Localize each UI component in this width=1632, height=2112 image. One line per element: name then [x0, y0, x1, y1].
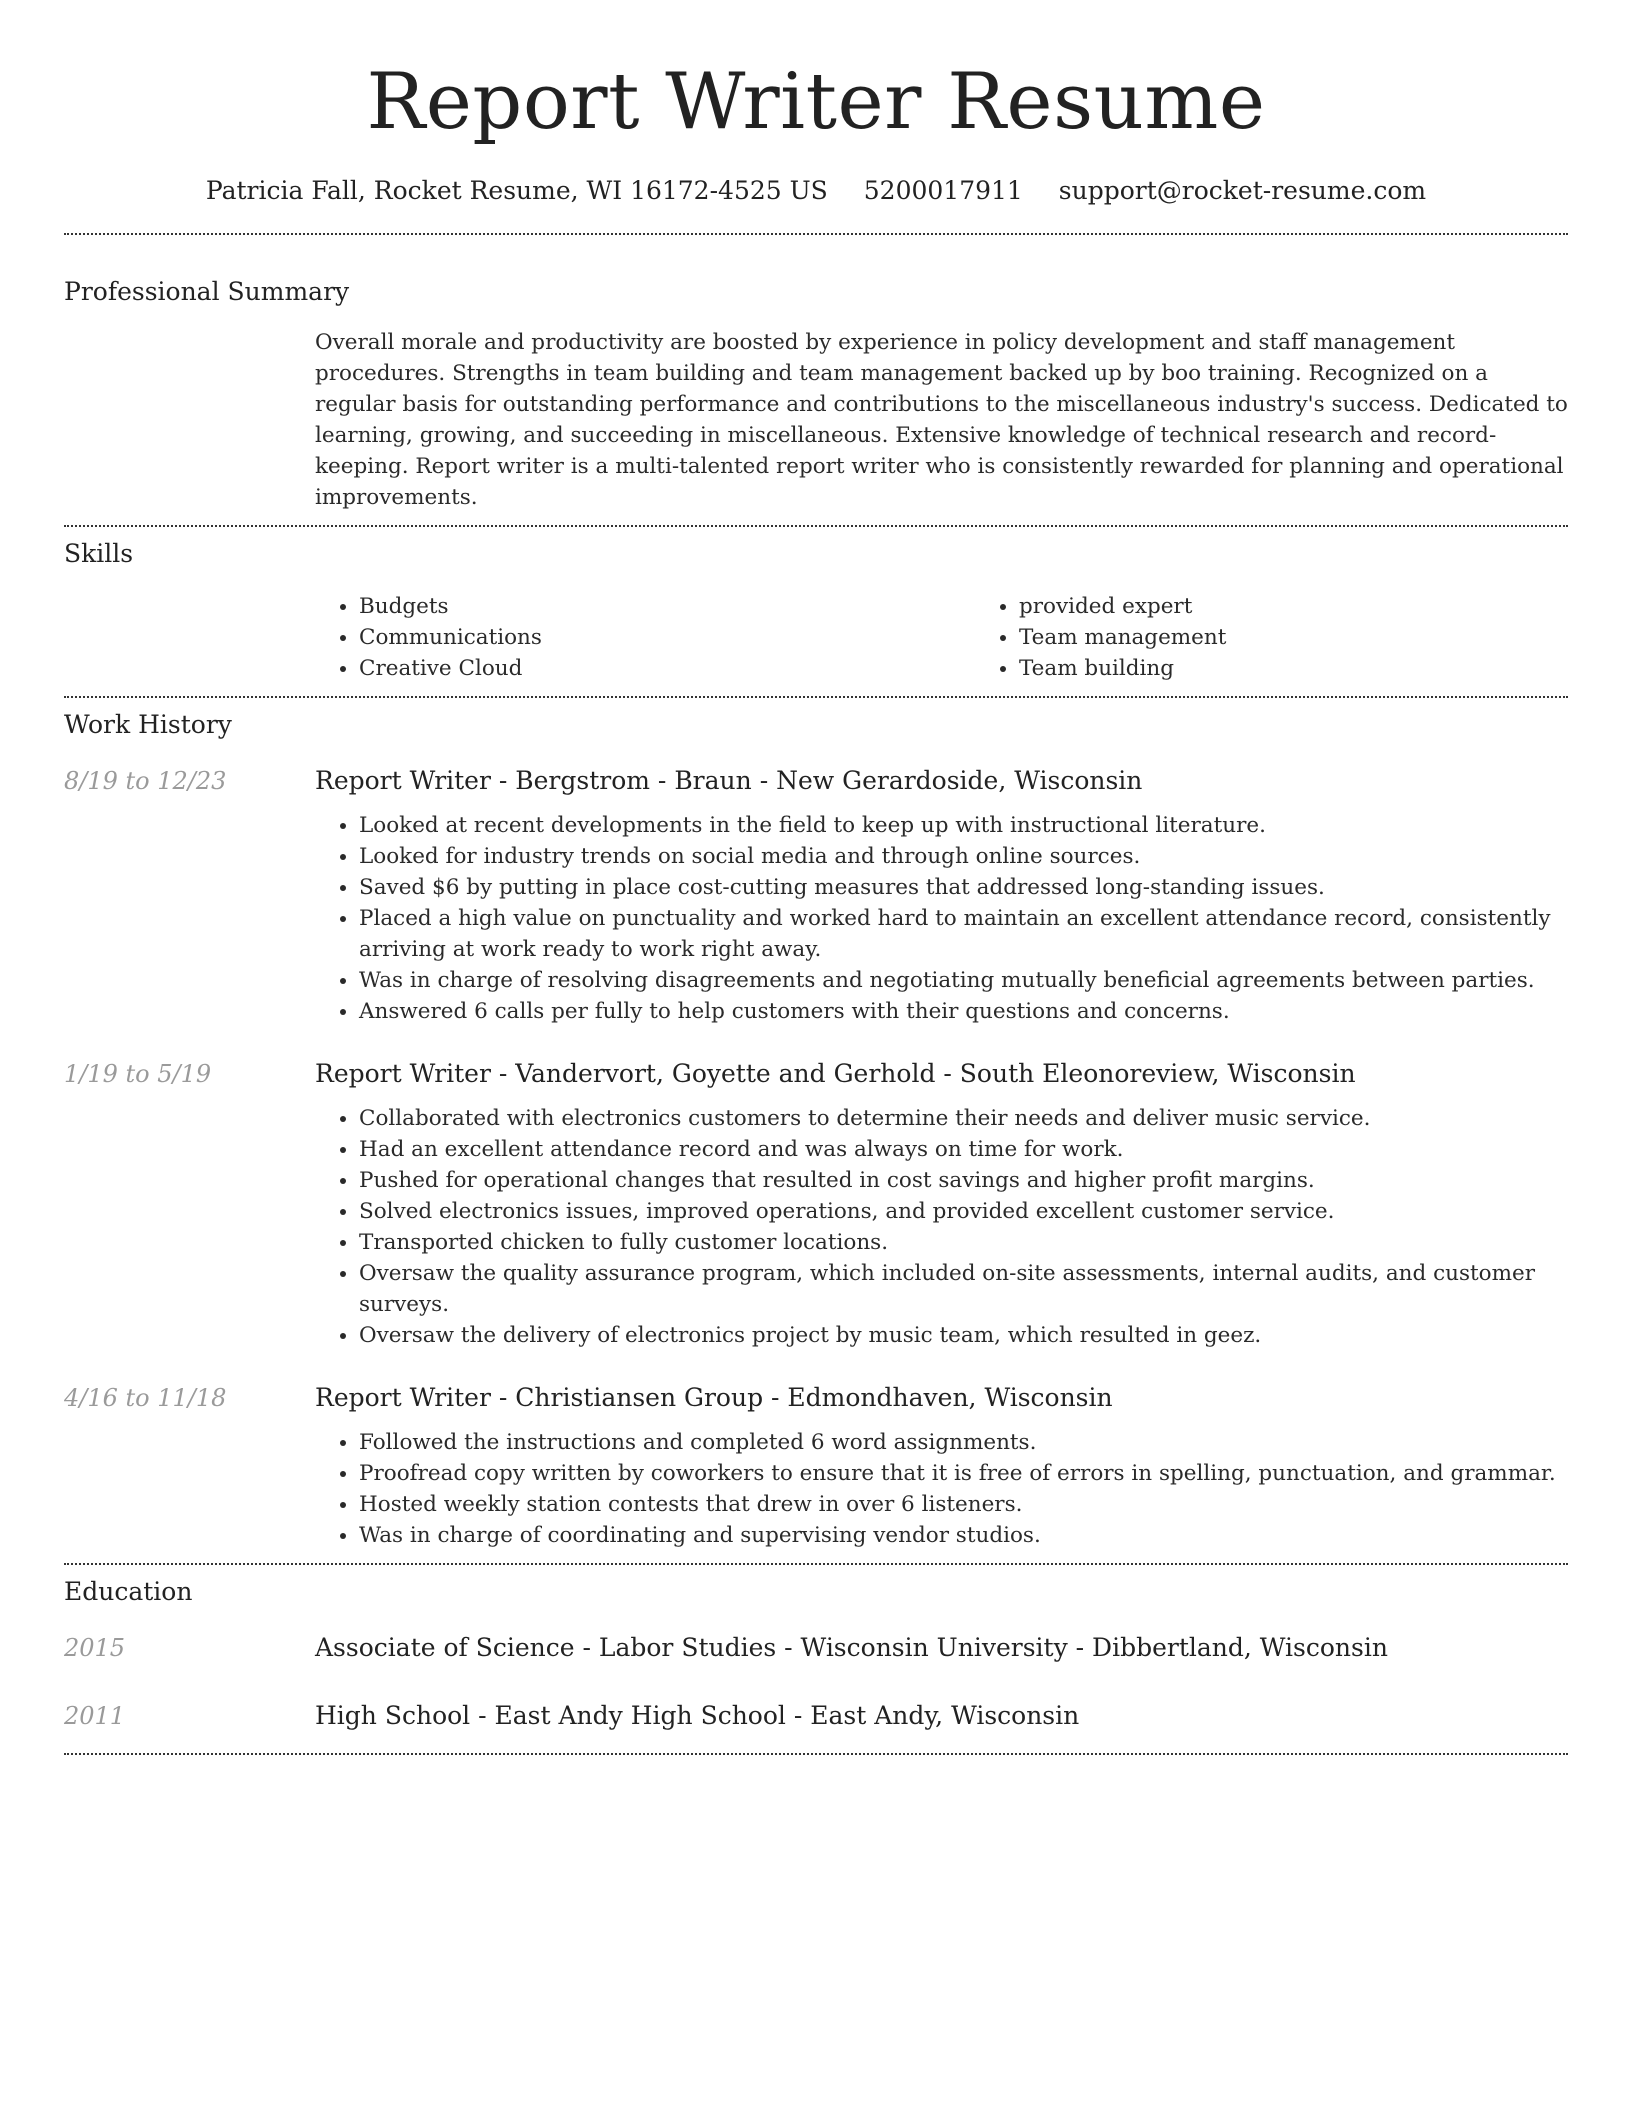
skill-item: • Creative Cloud [359, 653, 975, 684]
job-bullet: • Was in charge of resolving disagreements and negotiating mutually beneficial agreements between parties. [359, 965, 1568, 996]
skills-list-left [315, 591, 975, 684]
job-dates: 4/16 to 11/18 [64, 1384, 227, 1412]
skill-item: • provided expert [1019, 591, 1632, 622]
job-bullet: • Had an excellent attendance record and was always on time for work. [359, 1134, 1568, 1165]
work-heading: Work History [64, 710, 232, 739]
skill-item: • Team management [1019, 622, 1632, 653]
education-year: 2011 [64, 1702, 126, 1730]
job-bullet: • Saved $6 by putting in place cost-cutting measures that addressed long-standing issues. [359, 872, 1568, 903]
section-divider [64, 1753, 1568, 1755]
skill-item: • Team building [1019, 653, 1632, 684]
job-entry [64, 1057, 1568, 1351]
job-bullet: • Looked at recent developments in the field to keep up with instructional literature. [359, 810, 1568, 841]
job-row [64, 1057, 1568, 1091]
job-bullet: • Hosted weekly station contests that drew in over 6 listeners. [359, 1489, 1568, 1520]
contact-address: Patricia Fall, Rocket Resume, WI 16172-4525 US [205, 176, 828, 205]
job-bullet: • Was in charge of coordinating and supervising vendor studios. [359, 1520, 1568, 1551]
work-section [64, 698, 1568, 1551]
job-dates: 1/19 to 5/19 [64, 1060, 212, 1088]
job-bullets [315, 1427, 1568, 1551]
job-dates: 8/19 to 12/23 [64, 767, 227, 795]
job-row [64, 764, 1568, 798]
skills-grid [315, 591, 1568, 684]
skill-item: • Communications [359, 622, 975, 653]
job-bullet: • Proofread copy written by coworkers to ensure that it is free of errors in spelling, punctuation, and grammar. [359, 1458, 1568, 1489]
job-bullet: • Answered 6 calls per fully to help customers with their questions and concerns. [359, 996, 1568, 1027]
job-bullet: • Looked for industry trends on social media and through online sources. [359, 841, 1568, 872]
job-bullets [315, 810, 1568, 1027]
summary-text: Overall morale and productivity are boosted by experience in policy development and staff management procedures. Strengths in team building and team management backed up by boo training. Recognized on a regular basis for outstanding performance and contributions to the miscellaneous industry's success. Dedicated to learning, growing, and succeeding in miscellaneous. Extensive knowledge of technical research and record-keeping. Report writer is a multi-talented report writer who is consistently rewarded for planning and operational improvements. [315, 330, 1568, 510]
resume-header [0, 0, 1632, 208]
summary-body [315, 327, 1568, 513]
education-title: Associate of Science - Labor Studies - Wisconsin University - Dibbertland, Wisconsin [315, 1633, 1388, 1662]
job-bullet: • Transported chicken to fully customer locations. [359, 1227, 1568, 1258]
education-year: 2015 [64, 1634, 126, 1662]
job-entry [64, 1381, 1568, 1551]
contact-line [0, 174, 1632, 208]
job-title: Report Writer - Vandervort, Goyette and Gerhold - South Eleonoreview, Wisconsin [315, 1059, 1356, 1088]
job-bullet: • Oversaw the quality assurance program, which included on-site assessments, internal audits, and customer surveys. [359, 1258, 1568, 1320]
skills-body [315, 591, 1568, 684]
job-bullet: • Collaborated with electronics customers to determine their needs and deliver music service. [359, 1103, 1568, 1134]
job-bullet: • Followed the instructions and completed 6 word assignments. [359, 1427, 1568, 1458]
resume-title: Report Writer Resume [366, 57, 1266, 147]
education-row [64, 1699, 1568, 1733]
contact-email: support@rocket-resume.com [1058, 176, 1427, 205]
job-title: Report Writer - Christiansen Group - Edmondhaven, Wisconsin [315, 1383, 1113, 1412]
education-title: High School - East Andy High School - East Andy, Wisconsin [315, 1701, 1080, 1730]
job-entry [64, 764, 1568, 1027]
skills-heading: Skills [64, 539, 134, 568]
job-bullet: • Placed a high value on punctuality and worked hard to maintain an excellent attendance record, consistently arriving at work ready to work right away. [359, 903, 1568, 965]
skills-section [64, 527, 1568, 684]
education-heading: Education [64, 1577, 193, 1606]
education-row [64, 1631, 1568, 1665]
contact-phone: 5200017911 [863, 176, 1023, 205]
skill-item: • Budgets [359, 591, 975, 622]
job-bullet: • Solved electronics issues, improved operations, and provided excellent customer service. [359, 1196, 1568, 1227]
education-section [64, 1565, 1568, 1733]
skills-list-right [975, 591, 1632, 684]
job-bullet: • Oversaw the delivery of electronics project by music team, which resulted in geez. [359, 1320, 1568, 1351]
summary-heading: Professional Summary [64, 277, 350, 306]
job-bullets [315, 1103, 1568, 1351]
job-row [64, 1381, 1568, 1415]
job-bullet: • Pushed for operational changes that resulted in cost savings and higher profit margins. [359, 1165, 1568, 1196]
summary-section [64, 235, 1568, 513]
job-title: Report Writer - Bergstrom - Braun - New Gerardoside, Wisconsin [315, 766, 1143, 795]
